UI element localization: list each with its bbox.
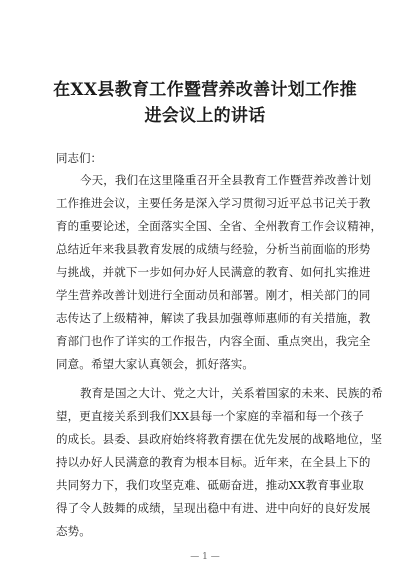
body-line: 与挑战，并就下一步如何办好人民满意的教育、如何扎实推进 [56, 265, 371, 279]
body-line: 今天，我们在这里隆重召开全县教育工作暨营养改善计划 [80, 173, 372, 187]
body-line: 同意。希望大家认真领会，抓好落实。 [56, 357, 255, 371]
body-line: 共同努力下，我们攻坚克难、砥砺奋进，推动XX教育事业取 [56, 478, 364, 492]
document-title-line-2: 进会议上的讲话 [144, 106, 266, 126]
body-line: 持以办好人民满意的教育为根本目标。近年来，在全县上下的 [56, 455, 371, 469]
body-line: 望，更直接关系到我们XX县每一个家庭的幸福和每一个孩子 [56, 409, 364, 423]
body-line: 学生营养改善计划进行全面动员和部署。刚才，相关部门的同 [56, 288, 371, 302]
body-line: 育的重要论述，全面落实全国、全省、全州教育工作会议精神， [56, 219, 383, 233]
body-line: 志传达了上级精神，解读了我县加强尊师惠师的有关措施，教 [56, 311, 371, 325]
page-number: — 1 — [190, 552, 220, 562]
body-line: 总结近年来我县教育发展的成绩与经验，分析当前面临的形势 [56, 242, 371, 256]
body-line: 得了令人鼓舞的成绩，呈现出稳中有进、进中向好的良好发展 [56, 501, 371, 515]
document-title-line-1: 在XX县教育工作暨营养改善计划工作推 [53, 80, 357, 100]
body-line: 育部门也作了详实的工作报告，内容全面、重点突出，我完全 [56, 334, 371, 348]
body-line: 态势。 [56, 524, 91, 538]
salutation: 同志们： [56, 151, 102, 165]
body-line: 工作推进会议，主要任务是深入学习贯彻习近平总书记关于教 [56, 196, 371, 210]
body-line: 的成长。县委、县政府始终将教育摆在优先发展的战略地位，坚 [56, 432, 383, 446]
body-line: 教育是国之大计、党之大计，关系着国家的未来、民族的希 [80, 386, 383, 400]
